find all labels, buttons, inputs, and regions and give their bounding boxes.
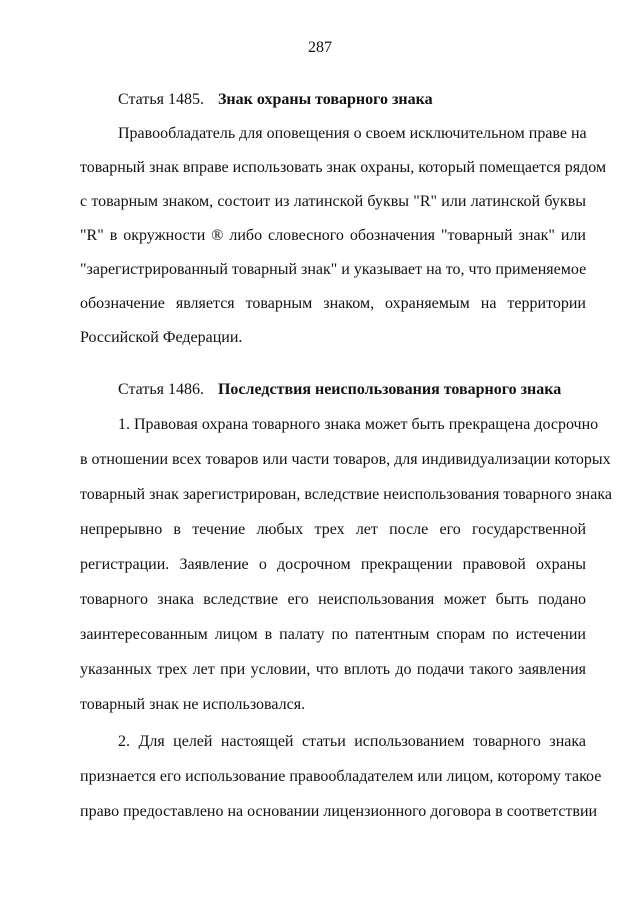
article-1485-line: "R" в окружности ® либо словесного обозначения "товарный знак" или [80, 227, 586, 244]
article-1486-p2-line: 2. Для целей настоящей статьи использованием товарного знака [118, 733, 586, 750]
article-1485-line: Российской Федерации. [80, 329, 243, 346]
article-1486-p1-line: непрерывно в течение любых трех лет после его государственной [80, 521, 586, 538]
article-1486-p2-line: признается его использование правообладателем или лицом, которому такое [80, 768, 602, 785]
article-1485-line: с товарным знаком, состоит из латинской буквы "R" или латинской буквы [80, 193, 586, 210]
article-1485-line: "зарегистрированный товарный знак" и указывает на то, что применяемое [80, 261, 587, 278]
article-1486-label: Статья 1486. [118, 381, 204, 398]
article-1485-title: Знак охраны товарного знака [217, 91, 433, 108]
article-1485-heading [118, 90, 433, 110]
article-1486-p1-line: регистрации. Заявление о досрочном прекращении правовой охраны [80, 556, 586, 573]
article-1485-line: товарный знак вправе использовать знак охраны, который помещается рядом [80, 159, 607, 176]
article-1486-p1-line: в отношении всех товаров или части товаров, для индивидуализации которых [80, 451, 611, 468]
article-1486-p1-line: товарный знак зарегистрирован, вследствие неиспользования товарного знака [80, 486, 612, 503]
article-1486-heading [118, 380, 561, 400]
article-1486-p1-line: товарный знак не использовался. [80, 696, 306, 713]
article-1486-p1-line: указанных трех лет при условии, что вплоть до подачи такого заявления [80, 661, 586, 678]
article-1486-title: Последствия неиспользования товарного знака [217, 381, 562, 398]
article-1486-p1-line: заинтересованным лицом в палату по патентным спорам по истечении [80, 626, 586, 643]
article-1486-p1-line: 1. Правовая охрана товарного знака может быть прекращена досрочно [118, 416, 599, 433]
page-number: 287 [308, 39, 332, 56]
article-1486-p1-line: товарного знака вследствие его неиспользования может быть подано [80, 591, 586, 608]
article-1485-label: Статья 1485. [118, 91, 204, 108]
article-1486-p2-line: право предоставлено на основании лицензионного договора в соответствии [80, 803, 598, 820]
article-1485-line: Правообладатель для оповещения о своем исключительном праве на [118, 125, 587, 142]
article-1485-line: обозначение является товарным знаком, охраняемым на территории [80, 295, 586, 312]
